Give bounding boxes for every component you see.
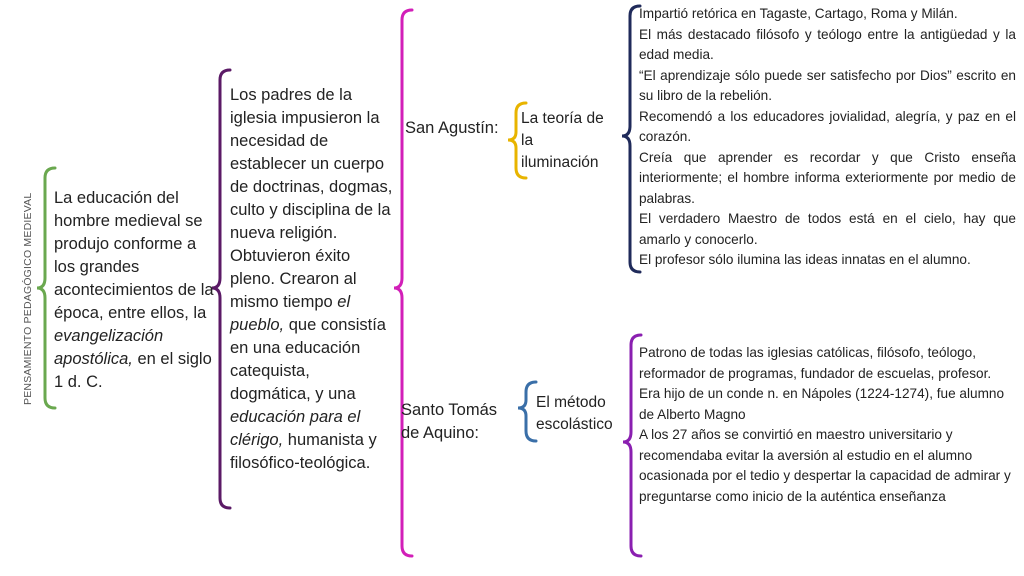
level1-text bbox=[54, 187, 214, 394]
level2-part-italic: el pueblo, bbox=[230, 293, 351, 334]
detail-line: Creía que aprender es recordar y que Cristo enseña interiormente; el hombre informa exteriormente por medio de palabras. bbox=[639, 149, 1016, 206]
detail-line: Recomendó a los educadores jovialidad, alegría, y paz en el corazón. bbox=[639, 108, 1016, 144]
detail-line: Patrono de todas las iglesias católicas, filósofo, teólogo, reformador de programas, fundador de escuelas, profesor. bbox=[639, 345, 992, 381]
tomas-details bbox=[639, 343, 1017, 507]
detail-line: El más destacado filósofo y teólogo entre la antigüedad y la edad media. bbox=[639, 26, 1016, 62]
brace-agustin-details bbox=[622, 6, 640, 272]
level2-text bbox=[230, 84, 393, 475]
tomas-method: El método escolástico bbox=[536, 394, 613, 433]
level1-part: en el siglo 1 d. C. bbox=[54, 350, 212, 391]
level2-part-italic: educación para el clérigo, bbox=[230, 408, 361, 449]
level2-part: Los padres de la iglesia impusieron la necesidad de establecer un cuerpo de doctrinas, dogmas, culto y disciplina de la nueva religión. Obtuvieron éxito pleno. Crearon al mismo tiempo bbox=[230, 86, 393, 311]
level1-part-italic: evangelización apostólica, bbox=[54, 327, 164, 368]
detail-line: El verdadero Maestro de todos está en el cielo, hay que amarlo y conocerlo. bbox=[639, 211, 1016, 247]
detail-line: Impartió retórica en Tagaste, Cartago, Roma y Milán. bbox=[639, 6, 958, 21]
level1-part: La educación del hombre medieval se produjo conforme a los grandes acontecimientos de la época, entre ellos, la bbox=[54, 189, 214, 322]
agustin-name: San Agustín: bbox=[405, 119, 499, 137]
tomas-name: Santo Tomás de Aquino: bbox=[401, 401, 498, 442]
brace-level1 bbox=[37, 168, 55, 408]
brace-tomas-method bbox=[518, 382, 536, 441]
brace-level2 bbox=[212, 70, 230, 508]
brace-level3 bbox=[394, 10, 412, 556]
detail-line: Era hijo de un conde n. en Nápoles (1224-1274), fue alumno de Alberto Magno bbox=[639, 386, 1005, 422]
detail-line: “El aprendizaje sólo puede ser satisfecho por Dios” escrito en su libro de la rebelión. bbox=[639, 67, 1016, 103]
level2-part: humanista y filosófico-teológica. bbox=[230, 431, 377, 472]
agustin-details bbox=[639, 4, 1016, 271]
level2-part: que consistía en una educación catequista, dogmática, y una bbox=[230, 316, 386, 403]
vertical-title: PENSAMIENTO PEDAGÓGICO MEDIEVAL bbox=[22, 192, 34, 405]
agustin-method: La teoría de la iluminación bbox=[521, 110, 604, 171]
detail-line: A los 27 años se convirtió en maestro universitario y recomendaba evitar la aversión al estudio en el alumno ocasionada por el tedio y despertar la capacidad de admirar y preguntarse como inicio de la auténtica enseñanza bbox=[639, 427, 1011, 504]
detail-line: El profesor sólo ilumina las ideas innatas en el alumno. bbox=[639, 252, 971, 267]
